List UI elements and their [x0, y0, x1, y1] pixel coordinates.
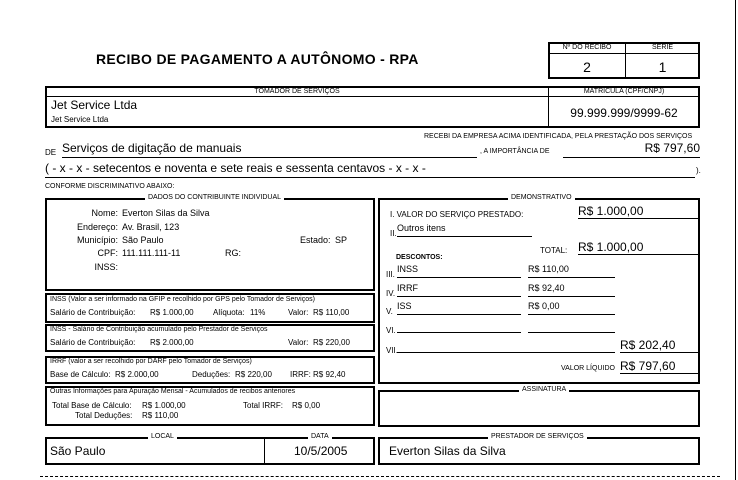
inss-gfip-base-value: R$ 1.000,00 [150, 308, 194, 317]
inss-label: INSS: [94, 262, 118, 272]
d7-num: VII. [386, 346, 399, 355]
total-base-label: Total Base de Cálculo: [52, 401, 132, 410]
estado-value: SP [335, 235, 348, 245]
local-label: LOCAL [148, 433, 177, 440]
conforme-label: CONFORME DISCRIMINATIVO ABAIXO: [45, 183, 175, 190]
nome-label: Nome: [91, 208, 118, 218]
amount-value: R$ 797,60 [563, 141, 700, 158]
cpf-label: CPF: [97, 248, 118, 258]
total-irrf-value: R$ 0,00 [292, 401, 321, 410]
irrf-base-label: Base de Cálculo: [50, 370, 111, 379]
tomador-matricula: 99.999.999/9999-62 [570, 106, 678, 120]
tomador-name-small: Jet Service Ltda [51, 115, 109, 124]
d4-value: R$ 92,40 [528, 283, 615, 297]
tomador-name: Jet Service Ltda [51, 98, 138, 112]
d5-value: R$ 0,00 [528, 301, 615, 315]
irrf-deducoes-label: Deduções: [192, 370, 231, 379]
outras-info-header: Outras Informações para Apuração Mensal - Acumulados de recibos anteriores [50, 388, 296, 395]
irrf-header: IRRF (valor a ser recolhido por DARF pelo Tomador de Serviços) [50, 358, 252, 365]
total-deducoes-value: R$ 110,00 [142, 411, 179, 420]
inss-acumulado-base-value: R$ 2.000,00 [150, 338, 194, 347]
d6-value-line [528, 332, 615, 333]
municipio-label: Município: [76, 235, 118, 245]
nome-value: Everton Silas da Silva [122, 208, 210, 218]
d3-desc: INSS [397, 264, 521, 278]
d5-desc: ISS [397, 301, 521, 315]
liquido-value: R$ 797,60 [620, 359, 698, 374]
total-base-value: R$ 1.000,00 [142, 401, 186, 410]
item1-value: R$ 1.000,00 [578, 204, 698, 219]
inss-gfip-base-label: Salário de Contribuição: [50, 308, 136, 317]
descontos-total: R$ 202,40 [620, 338, 698, 353]
inss-gfip-aliquota-label: Alíquota: [213, 308, 245, 317]
inss-gfip-valor-value: R$ 110,00 [313, 308, 350, 317]
endereco-label: Endereço: [76, 222, 118, 232]
municipio-value: São Paulo [122, 235, 164, 245]
assinatura-box [378, 390, 700, 427]
page-right-edge [735, 0, 736, 480]
amount-in-words: ( - x - x - setecentos e noventa e sete reais e sessenta centavos - x - x - [45, 161, 695, 178]
rg-label: RG: [225, 248, 242, 258]
cpf-value: 111.111.111-11 [122, 248, 181, 258]
amount-label: , A IMPORTÂNCIA DE [480, 148, 550, 155]
prestador-label: PRESTADOR DE SERVIÇOS [488, 433, 587, 440]
irrf-irrf-value: R$ 92,40 [313, 370, 346, 379]
d6-num: VI. [386, 326, 396, 335]
prestador-value: Everton Silas da Silva [389, 444, 506, 458]
inss-gfip-header: INSS (Valor a ser informado na GFIP e recolhido por GPS pelo Tomador de Serviços) [50, 296, 315, 303]
matricula-label: MATRÍCULA (CPF/CNPJ) [583, 88, 665, 95]
inss-acumulado-valor-label: Valor: [288, 338, 309, 347]
d3-num: III. [386, 270, 395, 279]
demonstrativo-header: DEMONSTRATIVO [508, 194, 575, 201]
inss-acumulado-header: INSS - Salário de Contribuição acumulado pelo Prestador de Serviços [50, 326, 268, 333]
irrf-irrf-label: IRRF: [290, 370, 311, 379]
endereco-value: Av. Brasil, 123 [122, 222, 180, 232]
irrf-base-value: R$ 2.000,00 [115, 370, 159, 379]
data-label: DATA [308, 433, 332, 440]
local-value: São Paulo [50, 444, 106, 458]
data-value: 10/5/2005 [294, 444, 348, 458]
d6-desc-line [397, 332, 521, 333]
page-bottom-dashes [40, 476, 720, 477]
document-title: RECIBO DE PAGAMENTO A AUTÔNOMO - RPA [96, 51, 419, 67]
assinatura-label: ASSINATURA [519, 386, 569, 393]
series-label: SÉRIE [651, 44, 673, 51]
tomador-label: TOMADOR DE SERVIÇOS [254, 88, 340, 95]
inss-acumulado-valor-value: R$ 220,00 [313, 338, 350, 347]
received-text: RECEBI DA EMPRESA ACIMA IDENTIFICADA, PELA PRESTAÇÃO DOS SERVIÇOS [424, 133, 693, 140]
service-description: Serviços de digitação de manuais [62, 141, 477, 158]
d7-line [397, 352, 615, 353]
series-number: 1 [658, 59, 667, 75]
receipt-number: 2 [583, 59, 591, 75]
item2-desc: Outros itens [397, 223, 532, 237]
d4-num: IV. [386, 289, 396, 298]
descontos-label: DESCONTOS: [396, 254, 443, 261]
inss-acumulado-base-label: Salário de Contribuição: [50, 338, 136, 347]
d5-num: V. [386, 307, 393, 316]
d3-value: R$ 110,00 [528, 264, 615, 278]
item1-label: I. VALOR DO SERVIÇO PRESTADO: [390, 210, 524, 219]
receipt-number-label: Nº DO RECIBO [562, 44, 612, 51]
inss-gfip-valor-label: Valor: [288, 308, 309, 317]
d4-desc: IRRF [397, 283, 521, 297]
contribuinte-header: DADOS DO CONTRIBUINTE INDIVIDUAL [145, 194, 284, 201]
de-label: DE [45, 148, 57, 157]
liquido-label: VALOR LÍQUIDO [561, 365, 615, 372]
inss-gfip-aliquota-value: 11% [250, 308, 266, 317]
irrf-deducoes-value: R$ 220,00 [235, 370, 272, 379]
total-deducoes-label: Total Deduções: [75, 411, 133, 420]
total-irrf-label: Total IRRF: [243, 401, 284, 410]
close-paren: ). [696, 166, 701, 175]
estado-label: Estado: [300, 235, 331, 245]
item2-num: II. [390, 229, 397, 238]
total-value: R$ 1.000,00 [578, 240, 698, 255]
total-label: TOTAL: [540, 246, 568, 255]
